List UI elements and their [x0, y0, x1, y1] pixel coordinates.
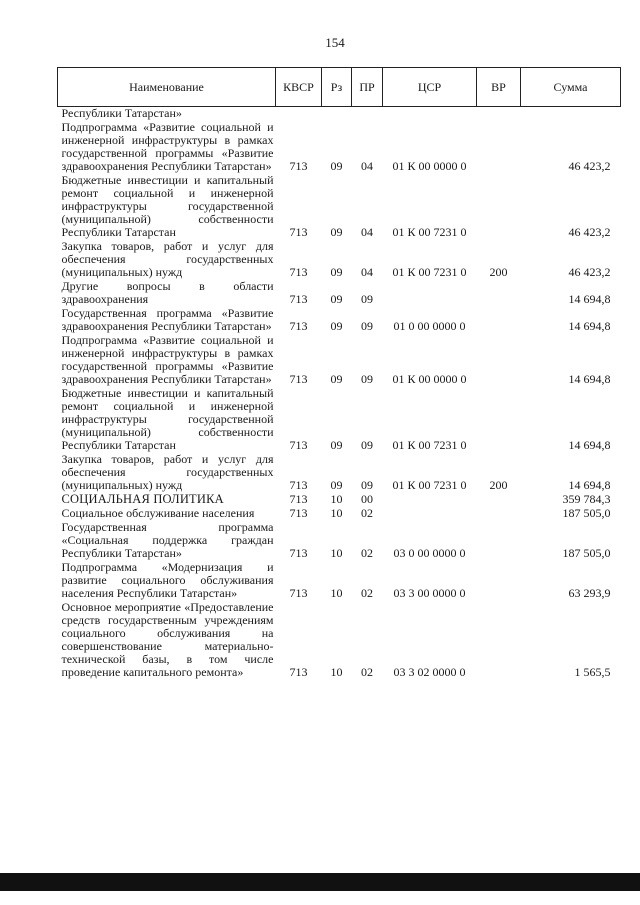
header-kvsr: КВСР [276, 68, 322, 107]
page-number: 154 [325, 35, 345, 50]
cell-kvsr: 713 [289, 665, 308, 679]
table-header-row [58, 68, 621, 107]
cell-name: Основное мероприятие «Предоставление средств государственным учреждениям социального обслуживания на совершенствование материально-технической базы, в том числе проведение капитального ремонта» [61, 600, 274, 679]
cell-csr: 03 3 02 0000 0 [393, 665, 466, 679]
header-rz: Рз [322, 68, 352, 107]
cell-pr: 04 [361, 159, 373, 173]
cell-rz [322, 107, 352, 122]
cell-pr: 02 [361, 546, 373, 560]
cell-name: СОЦИАЛЬНАЯ ПОЛИТИКА [61, 492, 224, 506]
cell-rz: 09 [330, 159, 343, 173]
cell-csr [383, 507, 477, 521]
budget-table [57, 67, 621, 680]
cell-sum: 187 505,0 [562, 546, 611, 560]
cell-rz: 09 [330, 372, 343, 386]
cell-csr: 01 К 00 7231 0 [392, 265, 467, 279]
header-csr: ЦСР [383, 68, 477, 107]
cell-sum: 14 694,8 [568, 372, 611, 386]
cell-kvsr: 713 [289, 159, 308, 173]
cell-vr [477, 334, 521, 387]
cell-rz: 09 [330, 438, 343, 452]
cell-pr: 04 [361, 225, 373, 239]
cell-vr [477, 387, 521, 453]
scan-edge-bar [0, 873, 640, 891]
cell-vr [477, 507, 521, 521]
cell-csr [383, 280, 477, 307]
cell-name: Бюджетные инвестиции и капитальный ремонт социальной и инженерной инфраструктуры государственной (муниципальной) собственности Республики Татарстан [61, 386, 274, 452]
cell-vr [477, 121, 521, 174]
cell-kvsr: 713 [289, 225, 308, 239]
cell-csr: 03 0 00 0000 0 [393, 546, 466, 560]
table-row [58, 507, 621, 521]
cell-sum: 46 423,2 [568, 265, 611, 279]
cell-kvsr [276, 107, 322, 122]
table-row [58, 334, 621, 387]
cell-pr: 00 [361, 492, 373, 506]
cell-csr [383, 107, 477, 122]
cell-vr [477, 521, 521, 561]
cell-rz: 09 [330, 319, 343, 333]
cell-sum: 63 293,9 [568, 586, 611, 600]
cell-kvsr: 713 [289, 546, 308, 560]
table-row [58, 561, 621, 601]
table-row [58, 107, 621, 122]
cell-csr: 01 0 00 0000 0 [393, 319, 466, 333]
cell-sum: 187 505,0 [562, 506, 611, 520]
cell-kvsr: 713 [289, 292, 308, 306]
cell-rz: 10 [330, 665, 343, 679]
cell-vr [477, 307, 521, 334]
cell-pr: 04 [361, 265, 373, 279]
table-row [58, 174, 621, 240]
cell-name: Республики Татарстан» [61, 106, 182, 120]
cell-sum: 14 694,8 [568, 292, 611, 306]
cell-pr: 09 [361, 372, 373, 386]
table-body [58, 107, 621, 681]
table-row [58, 121, 621, 174]
table-row [58, 387, 621, 453]
header-sum: Сумма [521, 68, 621, 107]
cell-rz: 10 [330, 586, 343, 600]
cell-csr: 01 К 00 7231 0 [392, 478, 467, 492]
cell-vr [477, 561, 521, 601]
cell-name: Другие вопросы в области здравоохранения [61, 279, 274, 306]
cell-csr: 01 К 00 7231 0 [392, 225, 467, 239]
cell-kvsr: 713 [289, 586, 308, 600]
header-pr: ПР [352, 68, 383, 107]
cell-sum: 14 694,8 [568, 319, 611, 333]
cell-pr: 02 [361, 586, 373, 600]
cell-kvsr: 713 [289, 319, 308, 333]
cell-pr: 02 [361, 665, 373, 679]
cell-pr: 09 [361, 292, 373, 306]
cell-sum: 359 784,3 [562, 492, 611, 506]
cell-name: Закупка товаров, работ и услуг для обеспечения государственных (муниципальных) нужд [61, 239, 274, 279]
cell-vr [477, 107, 521, 122]
cell-sum: 14 694,8 [568, 478, 611, 492]
cell-vr [477, 174, 521, 240]
cell-name: Подпрограмма «Развитие социальной и инженерной инфраструктуры в рамках государственной программы «Развитие здравоохранения Республики Татарстан» [61, 120, 274, 173]
cell-vr [477, 493, 521, 507]
cell-kvsr: 713 [289, 506, 308, 520]
cell-sum: 14 694,8 [568, 438, 611, 452]
cell-pr: 09 [361, 478, 373, 492]
cell-pr: 09 [361, 319, 373, 333]
cell-sum [521, 107, 621, 122]
cell-sum: 46 423,2 [568, 159, 611, 173]
cell-name: Закупка товаров, работ и услуг для обеспечения государственных (муниципальных) нужд [61, 452, 274, 492]
table-row [58, 280, 621, 307]
cell-pr: 09 [361, 438, 373, 452]
header-name: Наименование [58, 68, 276, 107]
cell-pr: 02 [361, 506, 373, 520]
table-row [58, 493, 621, 507]
cell-rz: 10 [330, 546, 343, 560]
cell-name: Подпрограмма «Модернизация и развитие социального обслуживания населения Республики Татарстан» [61, 560, 274, 600]
cell-name: Бюджетные инвестиции и капитальный ремонт социальной и инженерной инфраструктуры государственной (муниципальной) собственности Республики Татарстан [61, 173, 274, 239]
cell-csr [383, 493, 477, 507]
cell-rz: 09 [330, 478, 343, 492]
cell-kvsr: 713 [289, 492, 308, 506]
cell-rz: 09 [330, 292, 343, 306]
cell-name: Государственная программа «Социальная поддержка граждан Республики Татарстан» [61, 520, 274, 560]
header-vr: ВР [477, 68, 521, 107]
cell-vr [477, 601, 521, 680]
cell-vr [477, 280, 521, 307]
cell-kvsr: 713 [289, 265, 308, 279]
cell-name: Социальное обслуживание населения [61, 506, 255, 520]
cell-rz: 09 [330, 265, 343, 279]
cell-kvsr: 713 [289, 372, 308, 386]
cell-rz: 10 [330, 506, 343, 520]
cell-rz: 10 [330, 492, 343, 506]
cell-pr [352, 107, 383, 122]
cell-kvsr: 713 [289, 478, 308, 492]
cell-csr: 01 К 00 7231 0 [392, 438, 467, 452]
cell-vr: 200 [489, 478, 508, 492]
cell-csr: 01 К 00 0000 0 [392, 372, 467, 386]
cell-name: Государственная программа «Развитие здравоохранения Республики Татарстан» [61, 306, 274, 333]
cell-vr: 200 [489, 265, 508, 279]
cell-csr: 01 К 00 0000 0 [392, 159, 467, 173]
cell-name: Подпрограмма «Развитие социальной и инженерной инфраструктуры в рамках государственной программы «Развитие здравоохранения Республики Татарстан» [61, 333, 274, 386]
table-row [58, 307, 621, 334]
table-row [58, 453, 621, 493]
cell-sum: 46 423,2 [568, 225, 611, 239]
table-row [58, 240, 621, 280]
cell-rz: 09 [330, 225, 343, 239]
cell-csr: 03 3 00 0000 0 [393, 586, 466, 600]
table-row [58, 521, 621, 561]
cell-sum: 1 565,5 [574, 665, 611, 679]
table-row [58, 601, 621, 680]
cell-kvsr: 713 [289, 438, 308, 452]
